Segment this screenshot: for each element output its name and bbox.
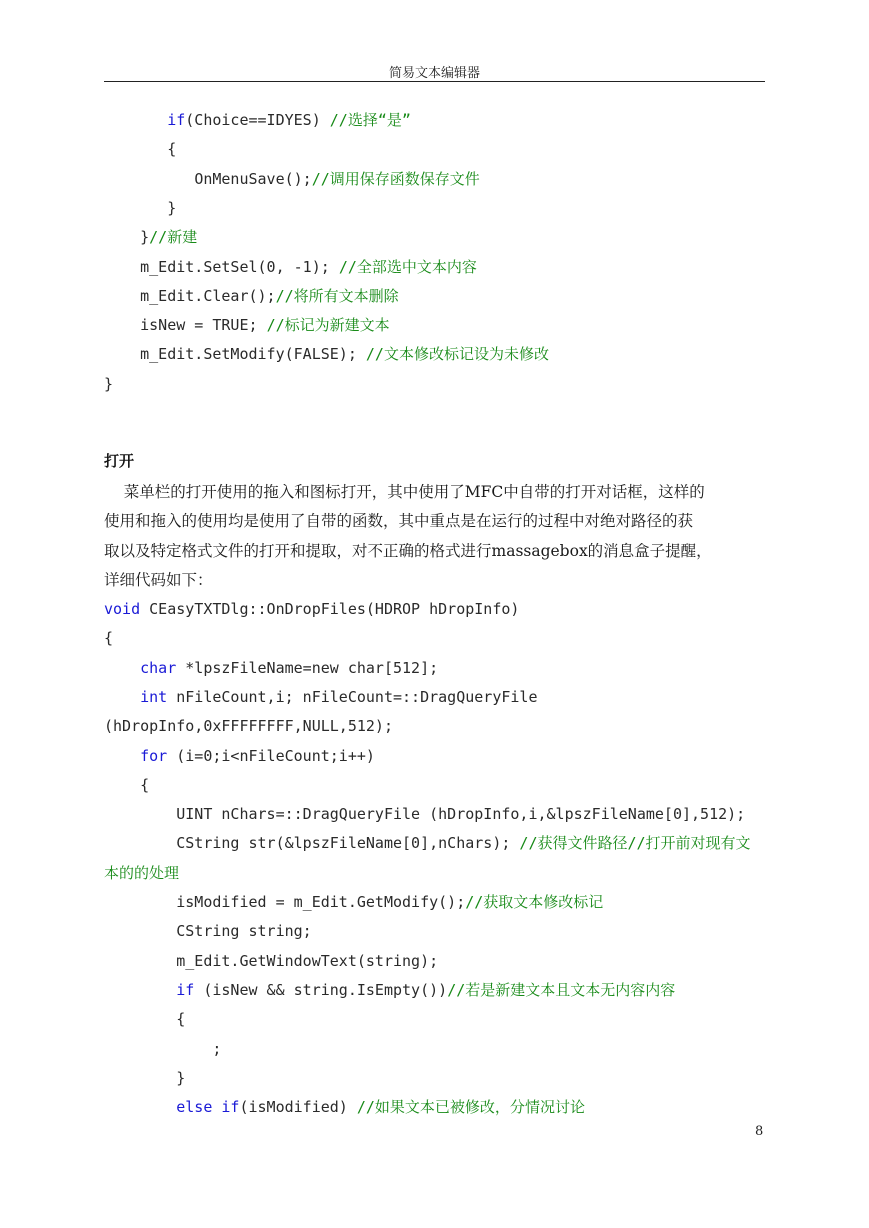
code-indent [104, 199, 167, 217]
code-line [104, 198, 176, 218]
code-keyword: char [140, 658, 177, 677]
paragraph-line: 使用和拖入的使用均是使用了自带的函数，其中重点是在运行的过程中对绝对路径的获 [104, 512, 694, 531]
code-indent [104, 316, 140, 334]
code-text: { [167, 140, 177, 159]
code-line [104, 658, 438, 678]
code-text: } [167, 198, 177, 217]
code-comment: //标记为新建文本 [266, 316, 390, 335]
code-text: isModified = m_Edit.GetModify(); [176, 893, 466, 911]
code-indent [104, 140, 167, 158]
code-comment: //若是新建文本且文本无内容内容 [447, 980, 676, 999]
code-indent [104, 228, 140, 246]
code-indent [104, 258, 140, 276]
code-indent [104, 834, 176, 852]
code-line [104, 1039, 221, 1059]
code-indent [104, 776, 140, 794]
code-text: } [176, 1068, 186, 1087]
code-text: { [176, 1010, 186, 1029]
code-text: } [140, 228, 150, 247]
code-keyword: int [140, 687, 168, 706]
code-line [104, 110, 411, 130]
code-text: { [104, 629, 114, 648]
code-text: nFileCount,i; nFileCount=::DragQueryFile [167, 687, 538, 706]
code-line [104, 775, 149, 795]
code-text: CString str(&lpszFileName[0],nChars); [176, 834, 520, 853]
code-indent [104, 981, 176, 999]
code-line [104, 863, 179, 883]
code-keyword: else if [176, 1098, 240, 1117]
code-indent [104, 1010, 176, 1028]
code-line [104, 139, 176, 159]
header-divider [104, 81, 765, 82]
paragraph-line: 菜单栏的打开使用的拖入和图标打开，其中使用了MFC中自带的打开对话框，这样的 [104, 483, 705, 501]
paragraph-line: 取以及特定格式文件的打开和提取，对不正确的格式进行massagebox的消息盒子提醒， [104, 541, 712, 560]
code-line [104, 746, 375, 766]
code-comment: //选择“是” [329, 111, 411, 129]
code-line [104, 804, 745, 824]
code-text: m_Edit.Clear(); [140, 286, 276, 305]
code-line [104, 980, 675, 1000]
code-line [104, 315, 390, 335]
code-text: OnMenuSave(); [194, 169, 312, 188]
section-heading: 打开 [104, 452, 135, 470]
code-line [104, 833, 751, 853]
code-keyword: void [104, 600, 141, 618]
code-comment: //文本修改标记设为未修改 [365, 345, 549, 364]
code-indent [104, 952, 176, 970]
code-indent [104, 1098, 176, 1116]
code-line [104, 892, 603, 912]
code-keyword: if [176, 980, 195, 999]
code-line [104, 599, 519, 619]
code-comment: //获取文本修改标记 [465, 893, 604, 911]
code-text: CString string; [176, 922, 312, 941]
code-text: m_Edit.SetSel(0, -1); [140, 257, 339, 276]
code-comment: 本的的处理 [104, 863, 180, 882]
code-text: { [140, 775, 150, 794]
code-text: m_Edit.GetWindowText(string); [176, 951, 439, 970]
code-text: (isModified) [239, 1098, 357, 1117]
code-indent [104, 893, 176, 911]
code-line [104, 374, 113, 394]
code-line [104, 286, 399, 306]
code-line [104, 1009, 185, 1029]
code-comment: //全部选中文本内容 [338, 257, 477, 276]
code-indent [104, 922, 176, 940]
code-text: isNew = TRUE; [140, 316, 267, 335]
code-line [104, 716, 393, 736]
code-line [104, 921, 312, 941]
code-text: m_Edit.SetModify(FALSE); [140, 345, 366, 364]
code-indent [104, 345, 140, 363]
code-indent [104, 747, 140, 765]
code-indent [104, 688, 140, 706]
code-text: CEasyTXTDlg::OnDropFiles(HDROP hDropInfo) [140, 600, 520, 618]
code-line [104, 628, 113, 648]
code-line [104, 1097, 585, 1117]
code-comment: //新建 [149, 228, 198, 247]
code-comment: //如果文本已被修改，分情况讨论 [356, 1098, 585, 1117]
code-indent [104, 170, 194, 188]
page-header: 简易文本编辑器 [388, 66, 480, 81]
code-text: } [104, 374, 114, 393]
code-line [104, 687, 537, 707]
code-text: (hDropInfo,0xFFFFFFFF,NULL,512); [104, 717, 393, 736]
code-keyword: if [167, 111, 186, 129]
code-indent [104, 1040, 212, 1058]
code-line [104, 169, 480, 189]
code-text: ; [212, 1039, 222, 1058]
code-comment: //将所有文本删除 [275, 286, 399, 305]
code-text: *lpszFileName=new char[512]; [176, 658, 439, 677]
code-line [104, 257, 477, 277]
code-indent [104, 659, 140, 677]
code-text: (isNew && string.IsEmpty()) [194, 980, 448, 999]
code-keyword: for [140, 746, 168, 765]
code-line [104, 951, 438, 971]
code-line [104, 344, 549, 364]
code-indent [104, 111, 167, 129]
page-number: 8 [755, 1124, 764, 1139]
paragraph-line: 详细代码如下： [104, 570, 213, 589]
code-indent [104, 287, 140, 305]
code-text: (i=0;i<nFileCount;i++) [167, 746, 375, 765]
code-text: (Choice==IDYES) [185, 111, 330, 129]
code-text: UINT nChars=::DragQueryFile (hDropInfo,i,&lpszFileName[0],512); [176, 805, 746, 824]
code-indent [104, 1069, 176, 1087]
code-line [104, 227, 197, 247]
code-indent [104, 805, 176, 823]
code-comment: //调用保存函数保存文件 [311, 169, 480, 188]
code-comment: //获得文件路径//打开前对现有文 [519, 834, 751, 853]
code-line [104, 1068, 185, 1088]
